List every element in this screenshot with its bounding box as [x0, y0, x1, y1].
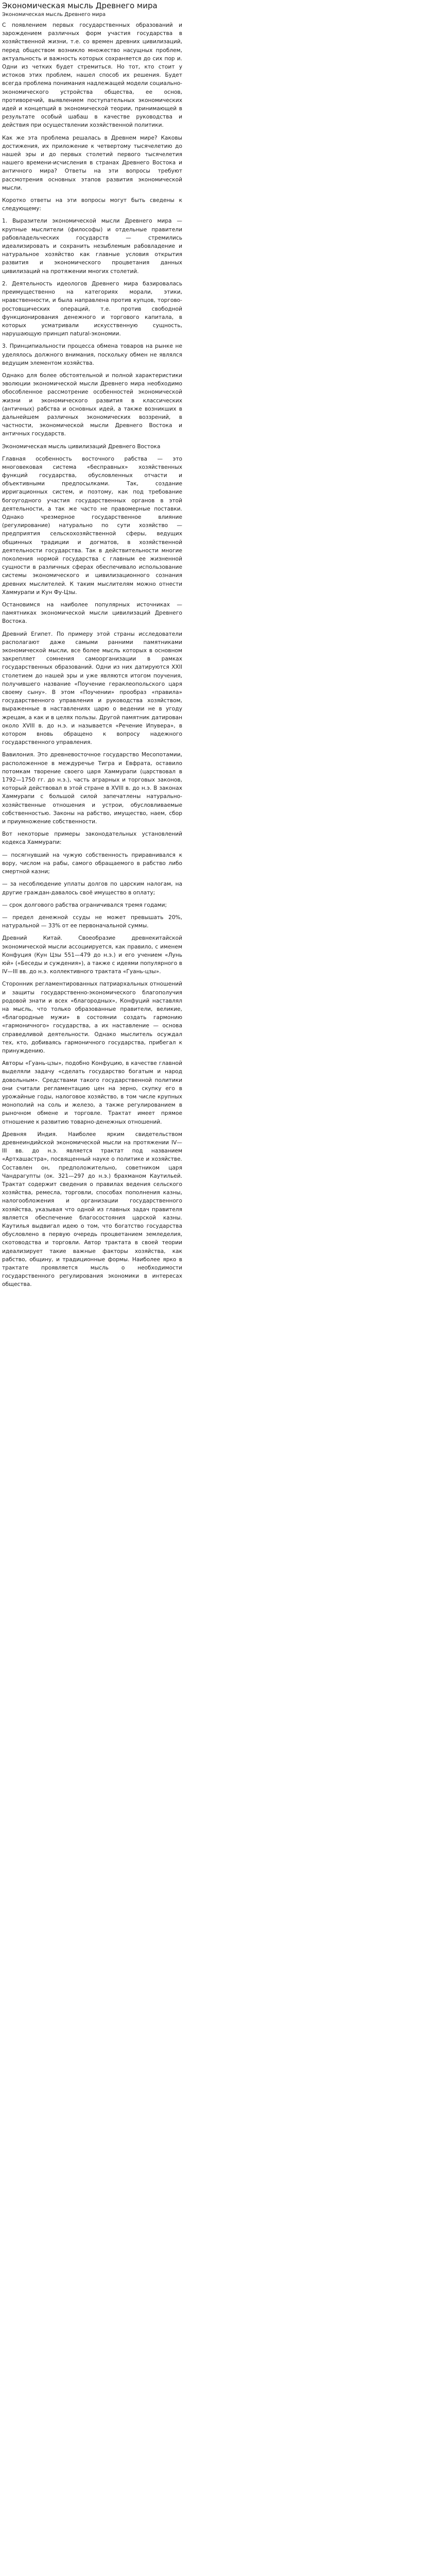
paragraph: — предел денежной ссуды не может превышать 20%, натуральной — 33% от ее первоначальной суммы.: [2, 914, 182, 929]
paragraph: Вот некоторые примеры законодательных установлений кодекса Хаммурапи:: [2, 831, 182, 846]
document-body: [2, 21, 182, 1289]
paragraph: 3. Принципиальности процесса обмена товаров на рынке не уделялось должного внимания, поскольку обмен не являлся ведущим элементом хозяйства.: [2, 343, 182, 366]
paragraph: Однако для более обстоятельной и полной характеристики эволюции экономической мысли Древнего мира необходимо обособленное рассмотрение особенностей экономической жизни и экономического развития в классических (античных) рабства и основных идей, а также возникших в дальнейшем различных экономических воззрений, в частности, экономической мысли Древнего Востока и античных государств.: [2, 372, 182, 437]
paragraph: Главная особенность восточного рабства — это многовековая система «бесправных» хозяйственных функций государства, обусловленных отчасти и объективными предпосылками. Так, создание ирригационных систем, и поэтому, как под требование богоугодного участия государственных органов в этой деятельности, а так же часто не правомерные поставки. Однако чрезмерное государственное влияние (регулирование) натурально по сути хозяйство — предприятия сельскохозяйственной сферы, ведущих общинных традиции и догматов, в хозяйственной деятельности государства. Так в действительности многие поколения нормой государства с главным ее жизненной сущности в различных сферах обеспечивало использование системы экономического и цивилизационного сознания древних мыслителей. К таким мыслителям можно отнести Хаммурапи и Кун Фу-Цзы.: [2, 455, 182, 596]
paragraph: Древний Египет. По примеру этой страны исследователи располагают даже самыми ранними памятниками экономической мысли, все более мысль которых в основном закрепляет сомнения самоорганизации в рамках государственных образований. Одни из них датируются XXII столетием до нашей эры и уже являются итогом поучения, получившего название «Поучение гераклеопольского царя своему сыну». В этом «Поучении» прообраз «правила» государственного управления и руководства хозяйством, выраженные в наставлениях царю о ведении не в угоду жрецам, а как и в целях пользы. Другой памятник датирован около XVIII в. до н.э. и называется «Речение Ипувера», в котором вновь обращено к вопросу надежного государственного управления.: [2, 631, 182, 746]
paragraph: 1. Выразители экономической мысли Древнего мира — крупные мыслители (философы) и отдельные правители рабовладельческих государств — стремились идеализировать и сохранить незыблемым рабовладение и натуральное хозяйство как главные условия открытия развития и экономического процветания данных цивилизаций на протяжении многих столетий.: [2, 218, 182, 275]
paragraph: Авторы «Гуань-цзы», подобно Конфуцию, в качестве главной выделяли задачу «сделать государство богатым и народ довольным». Средствами такого государственной политики они считали регламентацию цен на зерно, скупку его в урожайные годы, налоговое хозяйство, в том числе крупных монополий на соль и железо, а также регулированием в рыночном обмене и торговле. Трактат имеет прямое отношение к развитию товарно-денежных отношений.: [2, 1060, 182, 1125]
paragraph: Сторонник регламентированных патриархальных отношений и защиты государственно-экономического благополучия родовой знати и всех «благородных», Конфуций наставлял на мысль, что только образованные правители, великие, «благородные мужи» в состоянии создать гармонию «гармоничного» государства, а их наставление — основа справедливой деятельности. Однако мыслитель осуждал тех, кто, добиваясь гармоничного государства, прибегал к принуждению.: [2, 981, 182, 1054]
paragraph: Древний Китай. Своеобразие древнекитайской экономической мысли ассоциируется, как правило, с именем Конфуция (Кун Цзы 551—479 до н.э.) и его учением «Лунь юй» («Беседы и суждения»), а также с идеями популярного в IV—III вв. до н.э. коллективного трактата «Гуань-цзы».: [2, 935, 182, 975]
paragraph: Коротко ответы на эти вопросы могут быть сведены к следующему:: [2, 197, 182, 212]
paragraph: С появлением первых государственных образований и зарождением различных форм участия государства в хозяйственной жизни, т.е. со времен древних цивилизаций, перед обществом возникло множество насущных проблем, актуальность и важность которых сохраняется до сих пор и. Одни из четких будет стремиться. Но тот, кто стоит у истоков этих проблем, нашел способ их решения. Будет всегда проблема понимания надлежащей модели социально-экономического устройства общества, ее основ, противоречий, выявлением поступательных экономических идей и концепций в экономической теории, принимающей в результате особый шабаш в качестве руководства и действия при осуществлении хозяйственной политики.: [2, 22, 182, 129]
paragraph: — за несоблюдение уплаты долгов по царским налогам, на другие граждан-давалось своё имущество в оплату;: [2, 881, 182, 896]
paragraph: 2. Деятельность идеологов Древнего мира базировалась преимущественно на категориях морали, этики, нравственности, и была направлена против купцов, торгово-ростовщических операций, т.е. против свободной функционирования денежного и торгового капитала, в которых усматривали искусственную сущность, нарушающую принцип natural-экономии.: [2, 280, 182, 337]
paragraph: Остановимся на наиболее популярных источниках — памятниках экономической мысли цивилизаций Древнего Востока.: [2, 602, 182, 625]
paragraph: — посягнувший на чужую собственность приравнивался к вору, числом на рабы, самого обращаемого в рабство либо смертной казни;: [2, 852, 182, 875]
paragraph: Вавилония. Это древневосточное государство Месопотамии, расположенное в междуречье Тигра и Евфрата, оставило потомкам творение своего царя Хаммурапи (царствовал в 1792—1750 гг. до н.э.), часть аграрных и торговых законов, который действовал в этой стране в XVIII в. до н.э. В законах Хаммурапи с большой силой запечатлены натурально-хозяйственные отношения и устрои, обусловливаемые собственностью. Законы на рабство, имущество, наем, сбор и приумножение собственности.: [2, 752, 182, 825]
paragraph: Как же эта проблема решалась в Древнем мире? Каковы достижения, их приложение к четвертому тысячелетию до нашей эры и до первых столетий первого тысячелетия нашего времени-исчисления в странах Древнего Востока и античного мира? Ответы на эти вопросы требуют рассмотрения основных этапов развития экономической мысли.: [2, 134, 182, 191]
page-subtitle: Экономическая мысль Древнего мира: [2, 12, 106, 18]
document-page: [0, 0, 182, 1289]
section-heading: Экономическая мысль цивилизаций Древнего Востока: [2, 443, 161, 450]
page-title: Экономическая мысль Древнего мира: [2, 1, 158, 10]
paragraph: — срок долгового рабства ограничивался тремя годами;: [2, 902, 167, 908]
paragraph: Древняя Индия. Наиболее ярким свидетельством древнеиндийской экономической мысли на протяжении IV—III вв. до н.э. является трактат под названием «Артхашастра», посвященный науке о политике и хозяйстве. Составлен он, предположительно, советником царя Чандрагупты (ок. 321—297 до н.э.) брахманом Каутильей. Трактат содержит сведения о правилах ведения сельского хозяйства, ремесла, торговли, способах пополнения казны, налогообложения и организации государственного хозяйства, указывая что одной из главных задач правителя является обеспечение благосостояния царской казны. Каутилья выдвигал идею о том, что богатство государства обусловлено в первую очередь процветанием земледелия, скотоводства и торговли. Автор трактата в своей теории идеализирует такие важные факторы хозяйства, как рабство, общину, и традиционные формы. Наиболее ярко в трактате проявляется мысль о необходимости государственного регулирования экономики в интересах общества.: [2, 1131, 182, 1288]
